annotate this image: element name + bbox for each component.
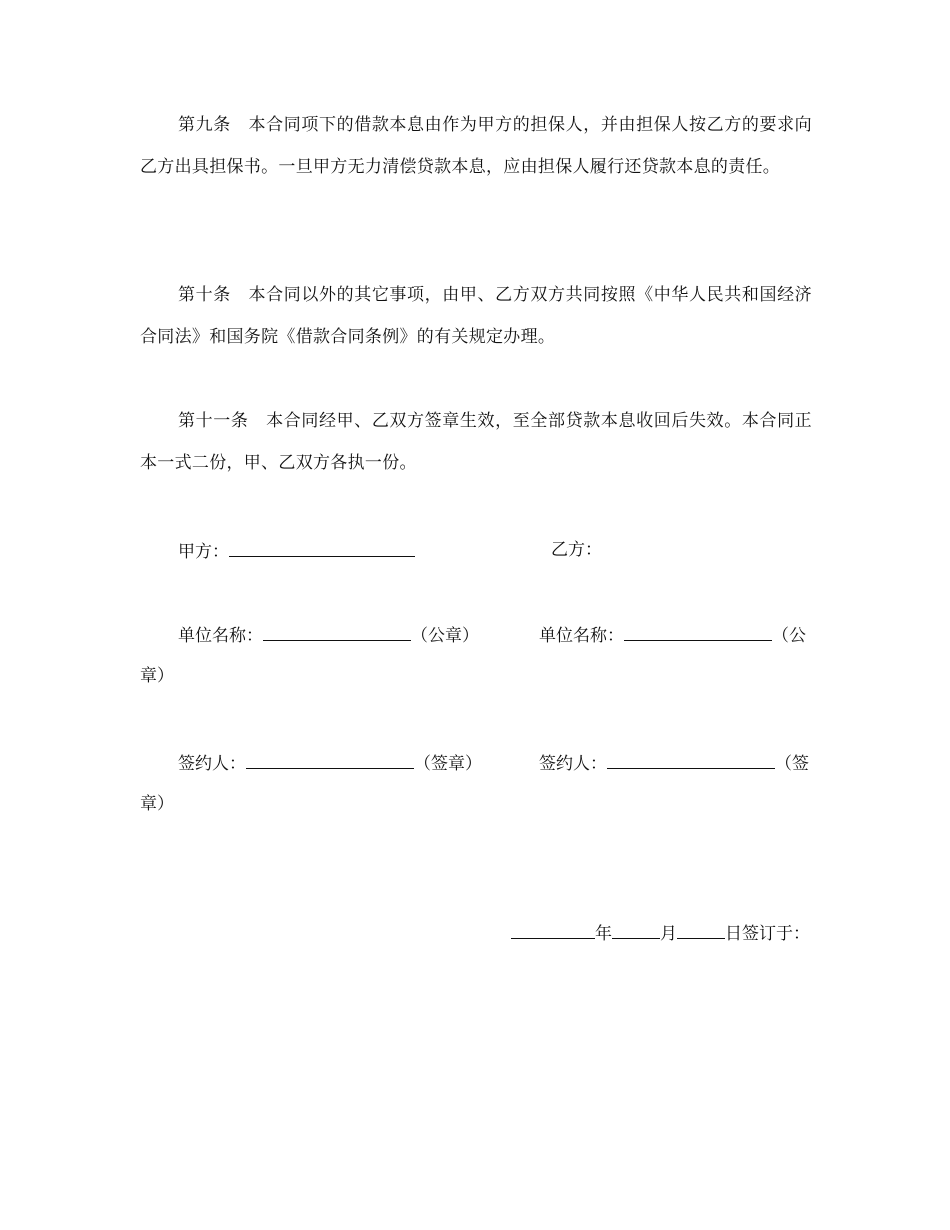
party-b-label: 乙方： bbox=[551, 540, 602, 560]
signatory-b-blank[interactable] bbox=[607, 750, 775, 769]
party-b-row bbox=[551, 538, 602, 562]
unit-name-a-label: 单位名称： bbox=[178, 626, 263, 646]
official-seal-b-close: 章） bbox=[140, 666, 174, 686]
party-a-label: 甲方： bbox=[178, 542, 229, 562]
sign-seal-b-open: （签 bbox=[775, 754, 809, 774]
article-10: 第十条 本合同以外的其它事项，由甲、乙方双方共同按照《中华人民共和国经济合同法》和国务院《借款合同条例》的有关规定办理。 bbox=[140, 285, 812, 347]
unit-name-b-blank[interactable] bbox=[624, 622, 772, 641]
signatory-b-row bbox=[539, 750, 809, 776]
article-9: 第九条 本合同项下的借款本息由作为甲方的担保人，并由担保人按乙方的要求向乙方出具担保书。一旦甲方无力清偿贷款本息，应由担保人履行还贷款本息的责任。 bbox=[140, 115, 812, 177]
unit-name-a-blank[interactable] bbox=[263, 622, 411, 641]
signatory-a-label: 签约人： bbox=[178, 754, 246, 774]
signatory-b-label: 签约人： bbox=[539, 754, 607, 774]
signatory-a-blank[interactable] bbox=[246, 750, 414, 769]
sign-seal-a: （签章） bbox=[414, 754, 482, 774]
month-label: 月 bbox=[660, 924, 677, 944]
day-signed-label: 日签订于： bbox=[725, 924, 810, 944]
sign-seal-b-close: 章） bbox=[140, 794, 174, 814]
day-blank[interactable] bbox=[677, 920, 725, 939]
official-seal-a: （公章） bbox=[411, 626, 479, 646]
month-blank[interactable] bbox=[612, 920, 660, 939]
unit-name-a-row bbox=[178, 622, 479, 648]
year-blank[interactable] bbox=[511, 920, 595, 939]
unit-name-b-row bbox=[539, 622, 806, 648]
party-a-blank[interactable] bbox=[229, 538, 415, 557]
date-line bbox=[511, 920, 810, 946]
signatory-a-row bbox=[178, 750, 482, 776]
unit-name-b-label: 单位名称： bbox=[539, 626, 624, 646]
year-label: 年 bbox=[595, 924, 612, 944]
article-11: 第十一条 本合同经甲、乙双方签章生效，至全部贷款本息收回后失效。本合同正本一式二份，甲、乙双方各执一份。 bbox=[140, 411, 812, 473]
official-seal-b-open: （公 bbox=[772, 626, 806, 646]
party-a-row bbox=[178, 538, 415, 564]
